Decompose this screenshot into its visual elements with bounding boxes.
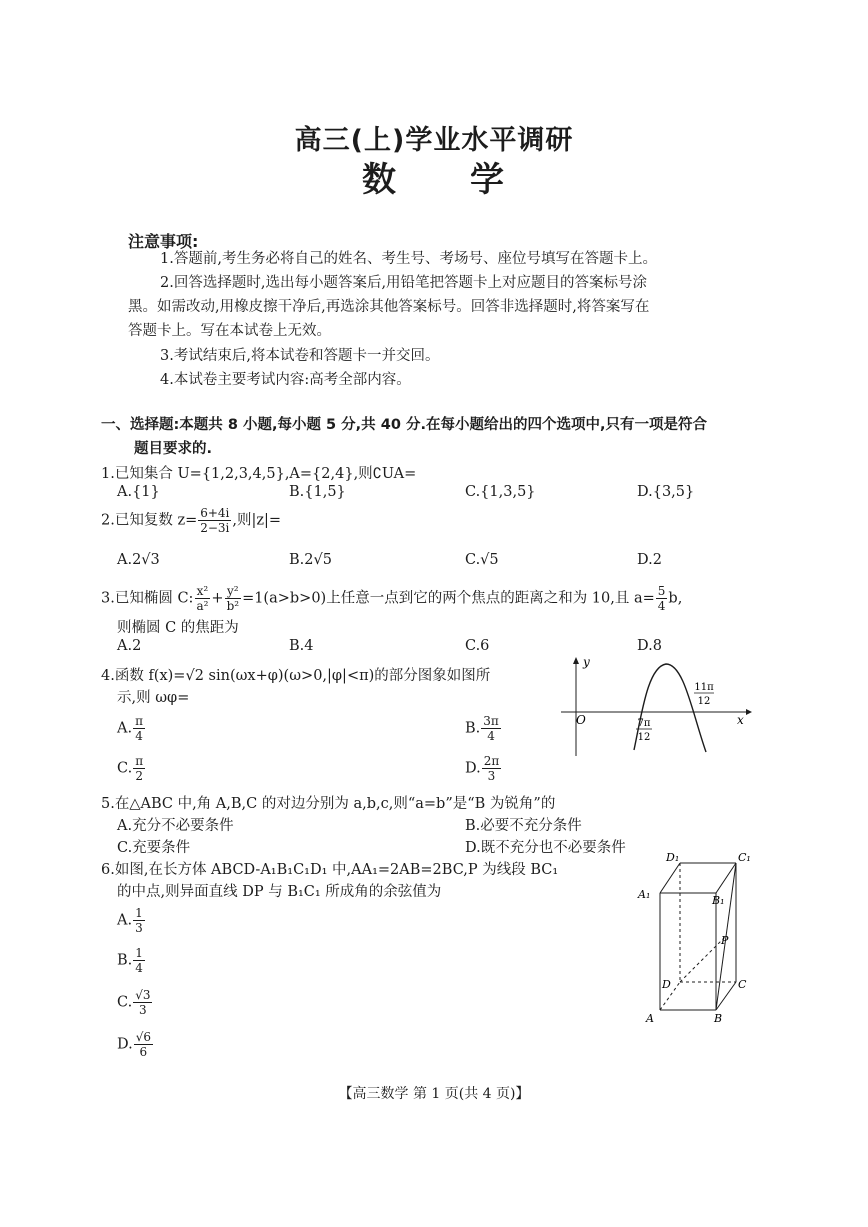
q6-b-num: 1 xyxy=(135,946,143,960)
edge-a1d1 xyxy=(660,863,680,893)
q1-option-d: D.{3,5} xyxy=(637,484,695,500)
exam-title: 高三(上)学业水平调研 xyxy=(294,125,574,156)
q3-frac-y xyxy=(225,584,242,613)
note-line-1: 1.答题前,考生务必将自己的姓名、考生号、考场号、座位号填写在答题卡上。 xyxy=(160,251,657,267)
note-line-6: 4.本试卷主要考试内容:高考全部内容。 xyxy=(160,372,411,388)
q6-c-num: √3 xyxy=(135,988,151,1002)
label-b: B xyxy=(714,1012,723,1025)
subject-char-2: 学 xyxy=(470,160,506,200)
q4-stem-line2: 示,则 ωφ= xyxy=(117,690,190,706)
label-a1: A₁ xyxy=(638,888,651,901)
q2-frac-num: 6+4i xyxy=(200,506,230,520)
note-line-4: 答题卡上。写在本试卷上无效。 xyxy=(128,323,331,339)
q4-sine-graph xyxy=(556,652,752,760)
x-axis-arrow xyxy=(746,709,752,715)
q3-stem-b: =1(a>b>0)上任意一点到它的两个焦点的距离之和为 10,且 a= xyxy=(242,590,655,607)
q4-option-b-label: B. xyxy=(465,720,481,737)
notes-heading: 注意事项: xyxy=(128,232,199,251)
q6-d-num: √6 xyxy=(135,1030,151,1044)
q3-frac-ratio-den: 4 xyxy=(657,599,666,613)
q2-option-b: B.2√5 xyxy=(289,552,332,568)
q3-option-b: B.4 xyxy=(289,638,314,654)
q5-stem: 5.在△ABC 中,角 A,B,C 的对边分别为 a,b,c,则“a=b”是“B 为锐角”的 xyxy=(101,796,556,812)
q6-option-d-label: D. xyxy=(117,1036,133,1053)
q3-option-d: D.8 xyxy=(637,638,662,654)
q4-option-c xyxy=(117,754,146,783)
section-header-line-2: 题目要求的. xyxy=(134,441,213,457)
label-d1: D₁ xyxy=(666,851,680,864)
subject-title xyxy=(0,152,868,201)
q2-option-d: D.2 xyxy=(637,552,662,568)
x-axis-label: x xyxy=(737,713,744,727)
q4-c-num: π xyxy=(135,754,144,768)
q4-option-c-label: C. xyxy=(117,760,133,777)
zero-point-1-num: 7π xyxy=(637,718,651,729)
q3-option-a: A.2 xyxy=(117,638,142,654)
q2-option-a: A.2√3 xyxy=(117,552,160,568)
q4-a-den: 4 xyxy=(135,729,143,743)
q4-c-den: 2 xyxy=(135,769,143,783)
q3-frac-x-den: a² xyxy=(196,599,209,613)
zero-point-2-num: 11π xyxy=(694,682,714,693)
q6-option-a xyxy=(117,906,146,935)
q4-option-d xyxy=(465,754,502,783)
q5-option-b: B.必要不充分条件 xyxy=(465,818,582,834)
q3-option-c: C.6 xyxy=(465,638,490,654)
q4-d-den: 3 xyxy=(487,769,496,783)
q6-a-num: 1 xyxy=(135,906,143,920)
q6-option-b-frac xyxy=(133,946,145,975)
q4-option-d-frac xyxy=(482,754,502,783)
q6-option-c xyxy=(117,988,153,1017)
q5-option-d: D.既不充分也不必要条件 xyxy=(465,840,626,856)
label-c1: C₁ xyxy=(738,851,751,864)
q3-frac-y-den: b² xyxy=(226,599,240,613)
label-a: A xyxy=(646,1012,654,1025)
q6-option-a-label: A. xyxy=(117,912,133,929)
q4-b-num: 3π xyxy=(483,714,499,728)
q4-d-num: 2π xyxy=(483,754,500,768)
q2-stem xyxy=(101,506,281,535)
q4-option-d-label: D. xyxy=(465,760,481,777)
q4-option-b-frac xyxy=(481,714,501,743)
subject-char-1: 数 xyxy=(362,160,398,200)
q3-frac-ratio-num: 5 xyxy=(657,584,666,598)
q6-stem-line2: 的中点,则异面直线 DP 与 B₁C₁ 所成角的余弦值为 xyxy=(117,884,442,900)
q6-option-d-frac xyxy=(134,1030,153,1059)
q3-frac-x xyxy=(194,584,210,613)
label-c: C xyxy=(738,978,747,991)
q3-stem-c: b, xyxy=(668,590,683,607)
q6-a-den: 3 xyxy=(135,921,143,935)
y-axis-label: y xyxy=(583,655,590,669)
q5-option-c: C.充要条件 xyxy=(117,840,191,856)
q2-fraction xyxy=(198,506,231,535)
q6-stem-line1: 6.如图,在长方体 ABCD-A₁B₁C₁D₁ 中,AA₁=2AB=2BC,P 为线段 BC₁ xyxy=(101,862,559,878)
label-p: P xyxy=(721,934,729,947)
q2-stem-a: 2.已知复数 z= xyxy=(101,512,198,529)
q2-stem-b: ,则|z|= xyxy=(232,512,282,529)
zero-point-2-den: 12 xyxy=(697,696,711,707)
q1-option-a: A.{1} xyxy=(117,484,160,500)
note-line-5: 3.考试结束后,将本试卷和答题卡一并交回。 xyxy=(160,348,440,364)
q5-option-a: A.充分不必要条件 xyxy=(117,818,234,834)
q1-stem: 1.已知集合 U={1,2,3,4,5},A={2,4},则∁UA= xyxy=(101,466,417,482)
q3-frac-ratio xyxy=(656,584,668,613)
q6-d-den: 6 xyxy=(139,1045,148,1059)
q6-option-b-label: B. xyxy=(117,952,133,969)
q6-option-b xyxy=(117,946,146,975)
q3-frac-y-num: y² xyxy=(227,584,239,598)
origin-label: O xyxy=(576,713,586,727)
q4-option-a xyxy=(117,714,146,743)
q6-option-d xyxy=(117,1030,154,1059)
q4-a-num: π xyxy=(135,714,143,728)
zero-point-1-den: 12 xyxy=(637,732,651,743)
q3-plus: + xyxy=(211,590,224,607)
q2-frac-den: 2−3i xyxy=(200,521,230,535)
q6-option-c-frac xyxy=(133,988,152,1017)
q4-option-b xyxy=(465,714,502,743)
label-b1: B₁ xyxy=(712,894,725,907)
q3-stem-line2: 则椭圆 C 的焦距为 xyxy=(117,620,239,636)
q1-option-c: C.{1,3,5} xyxy=(465,484,536,500)
q6-option-c-label: C. xyxy=(117,994,133,1011)
q3-stem-a: 3.已知椭圆 C: xyxy=(101,590,194,607)
q1-option-b: B.{1,5} xyxy=(289,484,346,500)
page-footer: 【高三数学 第 1 页(共 4 页)】 xyxy=(338,1086,530,1102)
q4-b-den: 4 xyxy=(487,729,495,743)
note-line-3: 黑。如需改动,用橡皮擦干净后,再选涂其他答案标号。回答非选择题时,将答案写在 xyxy=(128,299,650,315)
segment-dp-hidden xyxy=(680,936,726,982)
q4-stem-line1: 4.函数 f(x)=√2 sin(ωx+φ)(ω>0,|φ|<π)的部分图象如图所 xyxy=(101,668,491,684)
section-header-line-1: 一、选择题:本题共 8 小题,每小题 5 分,共 40 分.在每小题给出的四个选项中,只有一项是符合 xyxy=(101,417,707,433)
y-axis-arrow xyxy=(573,657,579,664)
note-line-2: 2.回答选择题时,选出每小题答案后,用铅笔把答题卡上对应题目的答案标号涂 xyxy=(160,275,648,291)
q6-b-den: 4 xyxy=(135,961,143,975)
q6-c-den: 3 xyxy=(139,1003,147,1017)
q4-option-a-frac xyxy=(133,714,145,743)
q3-frac-x-num: x² xyxy=(196,584,209,598)
q4-option-c-frac xyxy=(133,754,145,783)
q6-option-a-frac xyxy=(133,906,145,935)
label-d: D xyxy=(662,978,671,991)
q3-stem xyxy=(101,584,682,613)
q6-cuboid-figure xyxy=(630,848,760,1028)
q4-option-a-label: A. xyxy=(117,720,133,737)
q2-option-c: C.√5 xyxy=(465,552,499,568)
